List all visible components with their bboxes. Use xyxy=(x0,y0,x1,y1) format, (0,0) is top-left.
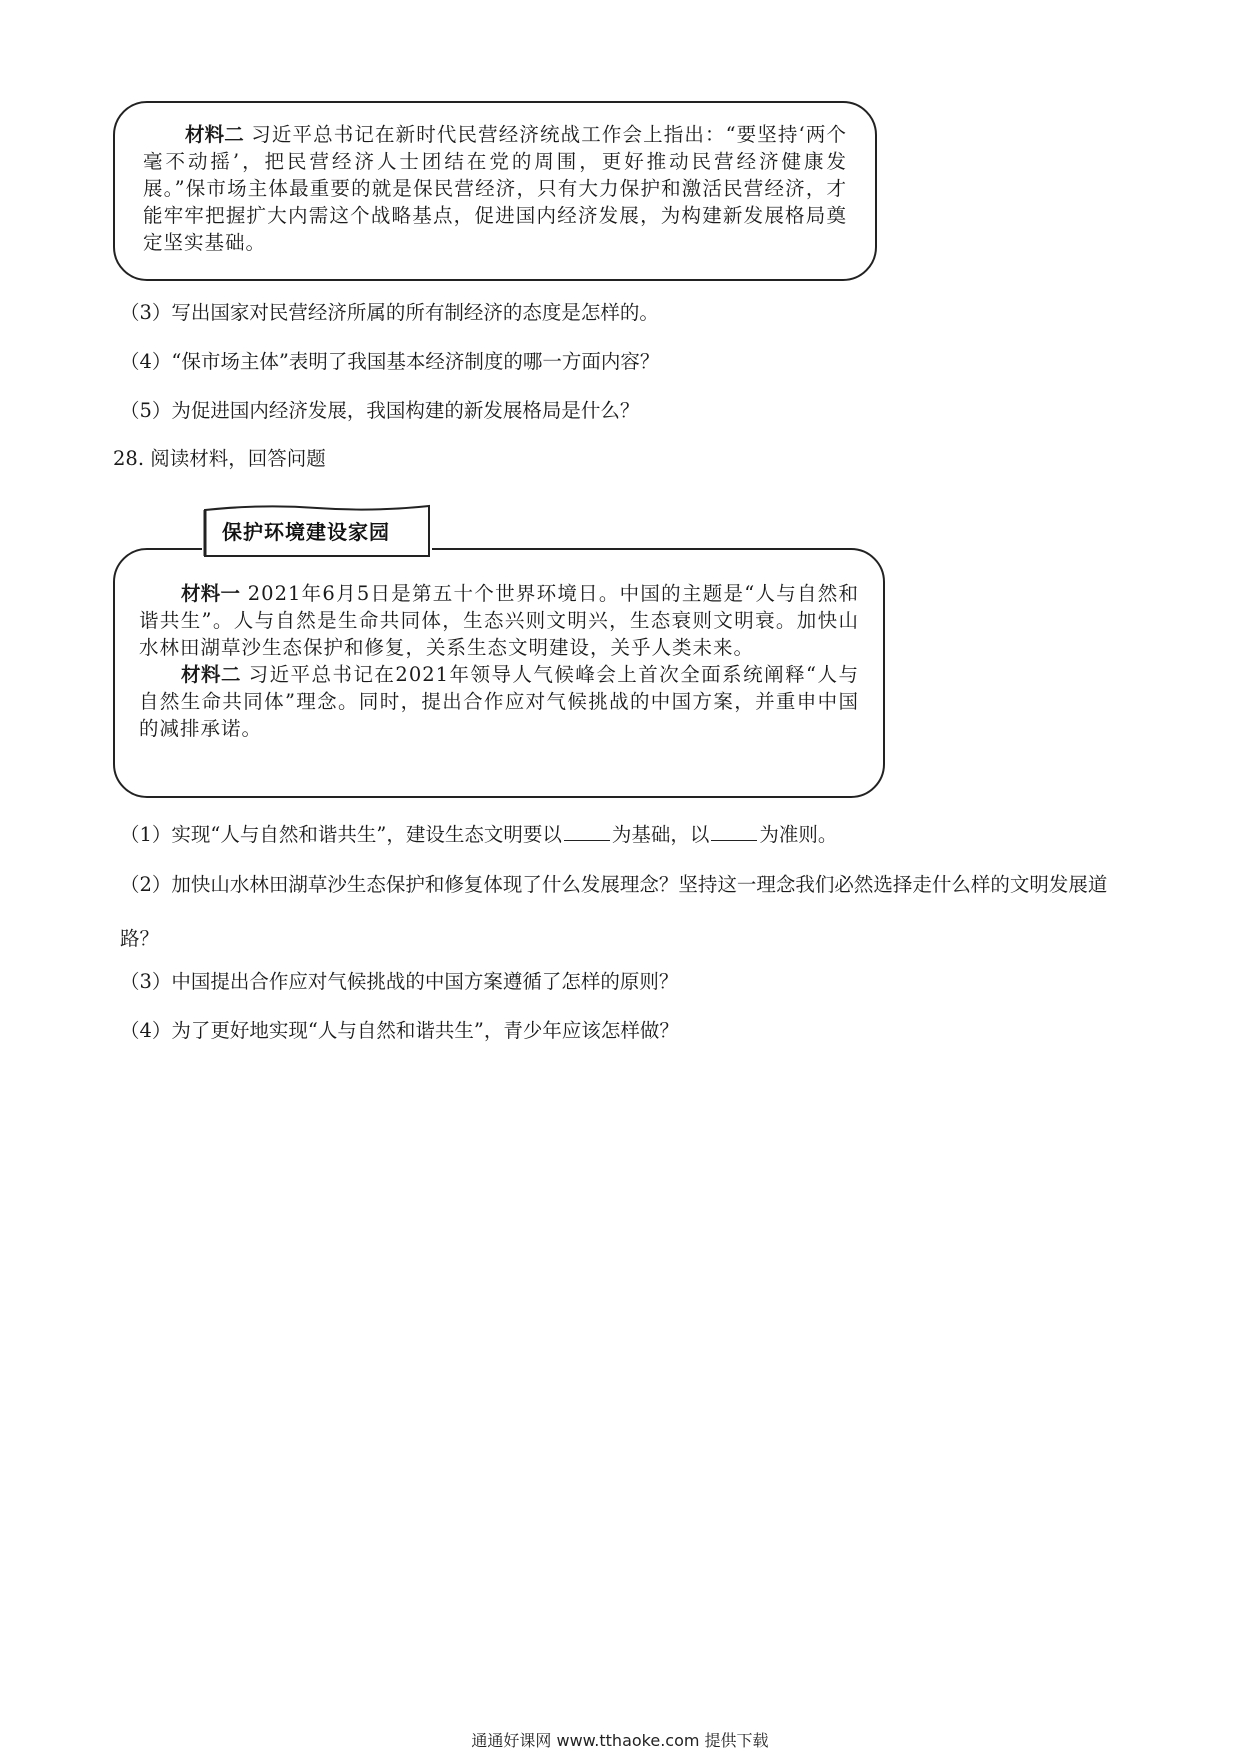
material-text: 习近平总书记在新时代民营经济统战工作会上指出：“要坚持‘两个毫不动摇’，把民营经济人士团结在党的周围，更好推动民营经济健康发展。”保市场主体最重要的就是保民营经济，只有大力保护和激活民营经济，才能牢牢把握扩大内需这个战略基点，促进国内经济发展，为构建新发展格局奠定坚实基础。 xyxy=(143,123,847,254)
question-28-heading: 28. 阅读材料，回答问题 xyxy=(113,447,326,470)
material-1-label: 材料一 xyxy=(181,582,241,605)
question-28-1-part1: （1）实现“人与自然和谐共生”，建设生态文明要以 xyxy=(120,823,562,846)
question-28-2: （2）加快山水林田湖草沙生态保护和修复体现了什么发展理念？坚持这一理念我们必然选择走什么样的文明发展道路？ xyxy=(120,873,1108,950)
material-2-label: 材料二 xyxy=(181,663,241,686)
material-box-28 xyxy=(113,548,885,798)
answer-blank-2[interactable] xyxy=(711,822,757,841)
question-28-3: （3）中国提出合作应对气候挑战的中国方案遵循了怎样的原则？ xyxy=(120,970,679,993)
page-footer: 通通好课网 www.tthaoke.com 提供下载 xyxy=(471,1731,769,1750)
question-28-1-part3: 为准则。 xyxy=(759,823,838,846)
question-27-4: （4）“保市场主体”表明了我国基本经济制度的哪一方面内容？ xyxy=(120,350,660,373)
material-1-text: 2021年6月5日是第五十个世界环境日。中国的主题是“人与自然和谐共生”。人与自然是生命共同体，生态兴则文明兴，生态衰则文明衰。加快山水林田湖草沙生态保护和修复，关系生态文明建设，关乎人类未来。 xyxy=(139,582,859,659)
question-27-5: （5）为促进国内经济发展，我国构建的新发展格局是什么？ xyxy=(120,399,640,422)
question-28-1 xyxy=(120,822,837,848)
material-2-text: 习近平总书记在2021年领导人气候峰会上首次全面系统阐释“人与自然生命共同体”理念。同时，提出合作应对气候挑战的中国方案，并重申中国的减排承诺。 xyxy=(139,663,859,740)
banner-title: 保护环境建设家园 xyxy=(222,520,390,544)
material-label: 材料二 xyxy=(185,123,244,146)
question-27-3: （3）写出国家对民营经济所属的所有制经济的态度是怎样的。 xyxy=(120,301,659,324)
material-1-paragraph xyxy=(139,580,859,661)
material-box-2 xyxy=(113,101,877,281)
question-28-4: （4）为了更好地实现“人与自然和谐共生”，青少年应该怎样做？ xyxy=(120,1019,679,1042)
section-banner xyxy=(202,502,432,558)
material-2-paragraph xyxy=(139,661,859,742)
answer-blank-1[interactable] xyxy=(564,822,610,841)
material-paragraph xyxy=(143,121,847,256)
question-28-1-part2: 为基础，以 xyxy=(611,823,710,846)
